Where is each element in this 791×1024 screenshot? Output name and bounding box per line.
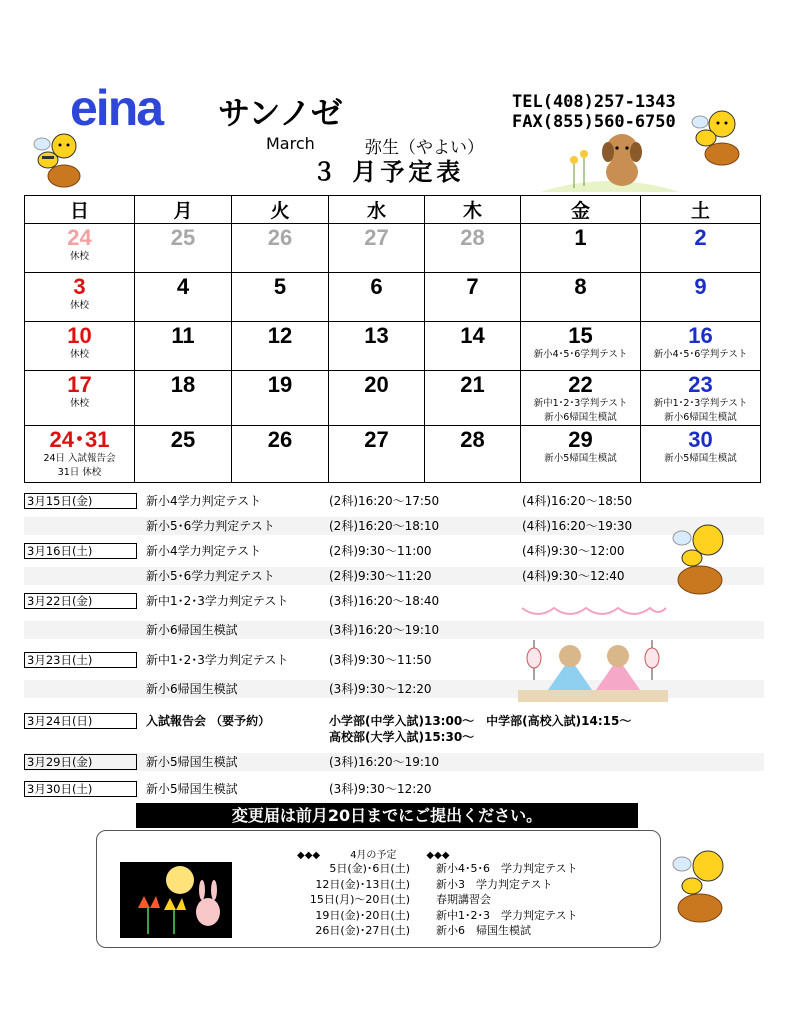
fax-number: FAX(855)560-6750 [512,112,676,132]
calendar-day-cell [329,273,425,322]
calendar-week [25,224,761,273]
schedule-event: 新小5･6学力判定テスト [146,519,275,533]
day-number: 25 [170,225,196,250]
day-number: 24 [67,225,92,250]
day-number: 5 [273,274,287,299]
day-note: 新小4･5･6学判テスト [533,349,628,360]
april-event: 新小3 学力判定テスト [436,877,553,891]
day-number: 27 [364,225,389,250]
schedule-date: 3月15日(金) [24,493,137,509]
schedule-event: 新小6帰国生模試 [146,623,238,637]
day-note: 新中1･2･3学判テスト [653,398,748,409]
day-note: 31日 休校 [57,467,102,478]
day-note: 休校 [69,251,89,262]
day-number: 4 [176,274,190,299]
weekday-thu: 木 [425,196,521,224]
contact-block [512,92,676,132]
school-name: サンノゼ [218,94,343,132]
day-note: 新小6帰国生模試 [544,412,617,423]
schedule-date: 3月29日(金) [24,754,137,770]
april-date: 12日(金)･13日(土) [315,877,410,891]
schedule-time: (3科)9:30～12:20 [329,682,432,696]
calendar-day-cell [329,371,425,426]
day-number: 2 [694,225,707,250]
weekday-wed: 水 [329,196,425,224]
calendar-day-cell [521,426,641,483]
day-note: 24日 入試報告会 [43,453,116,464]
schedule-time-alt: (4科)16:20～18:50 [522,494,633,508]
day-number: 1 [574,225,587,250]
day-number: 25 [170,427,196,452]
schedule-event: 新小5帰国生模試 [146,755,238,769]
schedule-time: (2科)9:30～11:20 [329,569,432,583]
calendar-day-cell [135,426,232,483]
schedule-time: (2科)16:20～17:50 [329,494,440,508]
schedule-time: (3科)16:20～19:10 [329,755,440,769]
month-english: March [266,134,315,153]
bee-honey-pot-icon [670,842,732,926]
calendar-day-cell [641,426,761,483]
calendar-day-cell [641,224,761,273]
calendar-day-cell [425,426,521,483]
calendar-week [25,322,761,371]
calendar-day-cell [232,371,329,426]
monthly-calendar [24,195,761,483]
day-number: 20 [364,372,389,397]
day-number: 9 [694,274,707,299]
weekday-tue: 火 [232,196,329,224]
day-number: 15 [568,323,593,348]
schedule-time: (3科)16:20～19:10 [329,623,440,637]
april-event: 新小4･5･6 学力判定テスト [436,862,578,875]
weekday-sun: 日 [25,196,135,224]
weekday-sat: 土 [641,196,761,224]
day-number: 28 [460,225,485,250]
schedule-time: (2科)9:30～11:00 [329,544,432,558]
calendar-day-cell [329,426,425,483]
april-heading: ◆◆◆ 4月の予定 ◆◆◆ [297,850,450,861]
schedule-time: 小学部(中学入試)13:00～ 中学部(高校入試)14:15～ [329,714,632,728]
schedule-time: (3科)9:30～12:20 [329,782,432,796]
bee-honey-pot-icon [688,102,744,166]
calendar-day-cell [25,273,135,322]
schedule-row [24,712,764,744]
schedule-time-alt: (4科)16:20～19:30 [522,519,633,533]
april-date: 5日(金)･6日(土) [329,862,410,875]
april-event: 新中1･2･3 学力判定テスト [436,908,578,922]
day-note: 新小6帰国生模試 [664,412,737,423]
spring-tulips-bunny-icon [120,862,232,938]
schedule-time-extra: 高校部(大学入試)15:30～ [329,730,475,744]
weekday-fri: 金 [521,196,641,224]
calendar-day-cell [521,371,641,426]
calendar-day-cell [521,224,641,273]
day-note: 休校 [69,349,89,360]
schedule-row [24,780,764,798]
schedule-date: 3月16日(土) [24,543,137,559]
day-number: 28 [460,427,485,452]
calendar-day-cell [425,371,521,426]
april-date: 19日(金)･20日(土) [315,908,410,922]
day-note: 新小4･5･6学判テスト [653,349,748,360]
schedule-time: (3科)16:20～18:40 [329,594,440,608]
schedule-time-alt: (4科)9:30～12:00 [522,544,625,558]
calendar-week [25,426,761,483]
day-number: 19 [267,372,293,397]
eina-logo: eina [70,80,163,136]
day-number: 24･31 [49,427,110,452]
page-title: ３ 月予定表 [312,158,465,186]
calendar-day-cell [425,273,521,322]
day-number: 14 [460,323,485,348]
schedule-time: (2科)16:20～18:10 [329,519,440,533]
schedule-row [24,542,764,560]
hina-dolls-icon [518,600,668,704]
day-number: 12 [267,323,293,348]
weekday-header [25,196,761,224]
change-notice-banner: 変更届は前月20日までにご提出ください。 [136,803,638,828]
schedule-row [24,492,764,510]
day-number: 21 [460,372,485,397]
day-number: 13 [364,323,389,348]
day-number: 26 [267,225,293,250]
calendar-day-cell [521,273,641,322]
calendar-day-cell [135,273,232,322]
april-event: 新小6 帰国生模試 [436,924,531,937]
day-number: 11 [171,323,195,348]
calendar-day-cell [641,273,761,322]
calendar-day-cell [425,322,521,371]
calendar-day-cell [521,322,641,371]
calendar-day-cell [641,371,761,426]
calendar-day-cell [135,322,232,371]
april-date: 15日(月)～20日(土) [309,893,410,906]
day-note: 新小5帰国生模試 [664,453,737,464]
weekday-mon: 月 [135,196,232,224]
dog-on-hill-icon [540,130,680,194]
schedule-date: 3月23日(土) [24,652,137,668]
calendar-day-cell [232,224,329,273]
april-event: 春期講習会 [436,893,491,906]
month-japanese: 弥生（やよい） [365,138,484,158]
calendar-day-cell [25,322,135,371]
schedule-time: (3科)9:30～11:50 [329,653,432,667]
calendar-day-cell [641,322,761,371]
day-number: 26 [267,427,293,452]
schedule-row [24,753,764,771]
day-number: 3 [73,274,86,299]
schedule-date: 3月24日(日) [24,713,137,729]
schedule-row [24,517,764,535]
schedule-event: 新小6帰国生模試 [146,682,238,696]
day-number: 10 [67,323,92,348]
day-note: 新小5帰国生模試 [544,453,617,464]
schedule-event: 新中1･2･3学力判定テスト [146,594,289,608]
day-number: 16 [688,323,713,348]
day-number: 18 [170,372,196,397]
day-note: 新中1･2･3学判テスト [533,398,628,409]
schedule-row [24,567,764,585]
day-number: 23 [688,372,713,397]
calendar-week [25,371,761,426]
schedule-date: 3月22日(金) [24,593,137,609]
schedule-event: 新小5帰国生模試 [146,782,238,796]
calendar-week [25,273,761,322]
calendar-day-cell [232,273,329,322]
day-number: 27 [364,427,389,452]
day-number: 8 [574,274,587,299]
schedule-time-alt: (4科)9:30～12:40 [522,569,625,583]
schedule-event: 新中1･2･3学力判定テスト [146,653,289,667]
bee-honey-pot-icon [670,516,730,596]
schedule-event: 新小4学力判定テスト [146,544,262,558]
calendar-day-cell [25,371,135,426]
schedule-event: 新小4学力判定テスト [146,494,262,508]
calendar-day-cell [135,224,232,273]
schedule-event: 入試報告会 （要予約） [146,714,271,728]
calendar-day-cell [25,426,135,483]
calendar-day-cell [232,322,329,371]
day-number: 30 [688,427,713,452]
calendar-day-cell [25,224,135,273]
day-note: 休校 [69,300,89,311]
calendar-day-cell [425,224,521,273]
calendar-day-cell [232,426,329,483]
schedule-date: 3月30日(土) [24,781,137,797]
day-number: 7 [466,274,479,299]
calendar-day-cell [329,322,425,371]
day-number: 22 [568,372,593,397]
calendar-day-cell [135,371,232,426]
day-number: 29 [568,427,593,452]
april-date: 26日(金)･27日(土) [315,924,410,937]
day-number: 6 [370,274,383,299]
schedule-event: 新小5･6学力判定テスト [146,569,275,583]
day-number: 17 [67,372,92,397]
bee-honey-pot-icon [30,126,84,188]
calendar-day-cell [329,224,425,273]
tel-number: TEL(408)257-1343 [512,92,676,112]
day-note: 休校 [69,398,89,409]
